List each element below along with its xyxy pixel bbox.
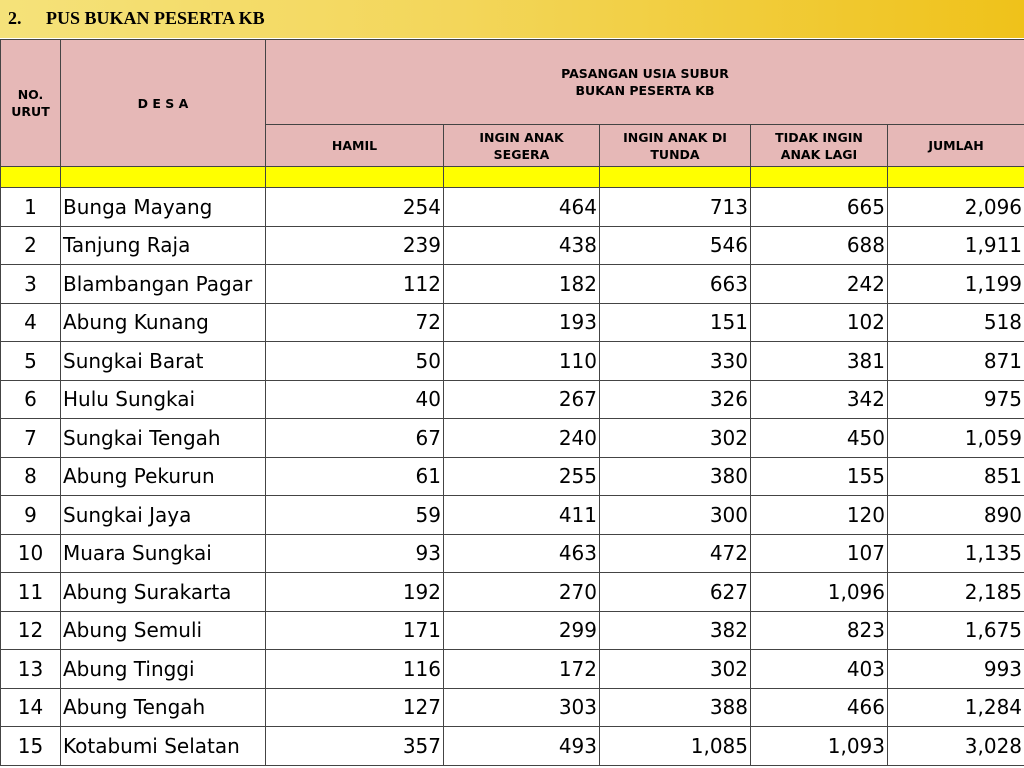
table-row	[1, 727, 1024, 766]
jumlah-value: 871	[888, 342, 1024, 381]
row-number: 6	[1, 380, 61, 419]
desa-name: Sungkai Barat	[61, 342, 266, 381]
ingin-anak-di-tunda-value: 713	[600, 188, 751, 227]
ingin-anak-segera-value: 411	[444, 496, 600, 535]
ingin-anak-di-tunda-value: 388	[600, 688, 751, 727]
table-row	[1, 419, 1024, 458]
jumlah-value: 1,284	[888, 688, 1024, 727]
page-title: PUS BUKAN PESERTA KB	[46, 8, 265, 28]
hamil-value: 116	[266, 650, 444, 689]
hamil-value: 93	[266, 534, 444, 573]
ingin-anak-segera-value: 110	[444, 342, 600, 381]
ingin-anak-segera-value: 493	[444, 727, 600, 766]
hamil-value: 50	[266, 342, 444, 381]
table-row	[1, 611, 1024, 650]
row-number: 15	[1, 727, 61, 766]
tidak-ingin-anak-lagi-value: 1,093	[751, 727, 888, 766]
tidak-ingin-anak-lagi-value: 466	[751, 688, 888, 727]
header-group: PASANGAN USIA SUBUR BUKAN PESERTA KB	[266, 40, 1024, 125]
row-number: 13	[1, 650, 61, 689]
ingin-anak-di-tunda-value: 627	[600, 573, 751, 612]
header-hamil: HAMIL	[266, 125, 444, 167]
title-bar	[0, 0, 1024, 38]
data-table	[0, 39, 1024, 766]
row-number: 3	[1, 265, 61, 304]
row-number: 9	[1, 496, 61, 535]
tidak-ingin-anak-lagi-value: 403	[751, 650, 888, 689]
ingin-anak-di-tunda-value: 302	[600, 419, 751, 458]
table-row	[1, 457, 1024, 496]
hamil-value: 171	[266, 611, 444, 650]
jumlah-value: 1,059	[888, 419, 1024, 458]
hamil-value: 254	[266, 188, 444, 227]
jumlah-value: 1,135	[888, 534, 1024, 573]
table-row	[1, 265, 1024, 304]
header-tidak-ingin-anak-lagi: TIDAK INGIN ANAK LAGI	[751, 125, 888, 167]
row-number: 5	[1, 342, 61, 381]
desa-name: Abung Semuli	[61, 611, 266, 650]
ingin-anak-di-tunda-value: 151	[600, 303, 751, 342]
desa-name: Abung Surakarta	[61, 573, 266, 612]
tidak-ingin-anak-lagi-value: 381	[751, 342, 888, 381]
ingin-anak-di-tunda-value: 380	[600, 457, 751, 496]
desa-name: Sungkai Tengah	[61, 419, 266, 458]
header-jumlah: JUMLAH	[888, 125, 1024, 167]
jumlah-value: 1,911	[888, 226, 1024, 265]
section-number: 2.	[8, 8, 22, 28]
row-number: 14	[1, 688, 61, 727]
row-number: 2	[1, 226, 61, 265]
desa-name: Sungkai Jaya	[61, 496, 266, 535]
row-number: 11	[1, 573, 61, 612]
desa-name: Hulu Sungkai	[61, 380, 266, 419]
jumlah-value: 890	[888, 496, 1024, 535]
header-no-urut: NO. URUT	[1, 40, 61, 167]
table-row	[1, 226, 1024, 265]
header-ingin-anak-di-tunda: INGIN ANAK DI TUNDA	[600, 125, 751, 167]
ingin-anak-segera-value: 438	[444, 226, 600, 265]
ingin-anak-segera-value: 267	[444, 380, 600, 419]
ingin-anak-segera-value: 464	[444, 188, 600, 227]
tidak-ingin-anak-lagi-value: 342	[751, 380, 888, 419]
desa-name: Kotabumi Selatan	[61, 727, 266, 766]
row-number: 8	[1, 457, 61, 496]
jumlah-value: 1,675	[888, 611, 1024, 650]
tidak-ingin-anak-lagi-value: 823	[751, 611, 888, 650]
tidak-ingin-anak-lagi-value: 450	[751, 419, 888, 458]
desa-name: Bunga Mayang	[61, 188, 266, 227]
jumlah-value: 1,199	[888, 265, 1024, 304]
tidak-ingin-anak-lagi-value: 107	[751, 534, 888, 573]
ingin-anak-segera-value: 172	[444, 650, 600, 689]
row-number: 4	[1, 303, 61, 342]
table-row	[1, 688, 1024, 727]
tidak-ingin-anak-lagi-value: 665	[751, 188, 888, 227]
ingin-anak-di-tunda-value: 1,085	[600, 727, 751, 766]
hamil-value: 192	[266, 573, 444, 612]
hamil-value: 40	[266, 380, 444, 419]
jumlah-value: 975	[888, 380, 1024, 419]
ingin-anak-segera-value: 270	[444, 573, 600, 612]
tidak-ingin-anak-lagi-value: 120	[751, 496, 888, 535]
ingin-anak-di-tunda-value: 300	[600, 496, 751, 535]
ingin-anak-segera-value: 255	[444, 457, 600, 496]
ingin-anak-segera-value: 182	[444, 265, 600, 304]
ingin-anak-di-tunda-value: 472	[600, 534, 751, 573]
jumlah-value: 2,185	[888, 573, 1024, 612]
desa-name: Abung Pekurun	[61, 457, 266, 496]
desa-name: Abung Tinggi	[61, 650, 266, 689]
tidak-ingin-anak-lagi-value: 102	[751, 303, 888, 342]
ingin-anak-segera-value: 193	[444, 303, 600, 342]
tidak-ingin-anak-lagi-value: 155	[751, 457, 888, 496]
separator-row	[1, 167, 1024, 188]
table-row	[1, 534, 1024, 573]
desa-name: Blambangan Pagar	[61, 265, 266, 304]
ingin-anak-di-tunda-value: 546	[600, 226, 751, 265]
header-ingin-anak-segera: INGIN ANAK SEGERA	[444, 125, 600, 167]
row-number: 12	[1, 611, 61, 650]
ingin-anak-segera-value: 303	[444, 688, 600, 727]
ingin-anak-segera-value: 299	[444, 611, 600, 650]
desa-name: Tanjung Raja	[61, 226, 266, 265]
tidak-ingin-anak-lagi-value: 242	[751, 265, 888, 304]
hamil-value: 67	[266, 419, 444, 458]
jumlah-value: 2,096	[888, 188, 1024, 227]
hamil-value: 72	[266, 303, 444, 342]
tidak-ingin-anak-lagi-value: 688	[751, 226, 888, 265]
jumlah-value: 993	[888, 650, 1024, 689]
table-row	[1, 380, 1024, 419]
table-row	[1, 188, 1024, 227]
ingin-anak-di-tunda-value: 382	[600, 611, 751, 650]
hamil-value: 61	[266, 457, 444, 496]
table-row	[1, 650, 1024, 689]
table-row	[1, 342, 1024, 381]
hamil-value: 239	[266, 226, 444, 265]
jumlah-value: 851	[888, 457, 1024, 496]
row-number: 1	[1, 188, 61, 227]
row-number: 7	[1, 419, 61, 458]
desa-name: Muara Sungkai	[61, 534, 266, 573]
ingin-anak-di-tunda-value: 302	[600, 650, 751, 689]
hamil-value: 112	[266, 265, 444, 304]
ingin-anak-segera-value: 240	[444, 419, 600, 458]
ingin-anak-di-tunda-value: 326	[600, 380, 751, 419]
hamil-value: 127	[266, 688, 444, 727]
ingin-anak-segera-value: 463	[444, 534, 600, 573]
header-desa: D E S A	[61, 40, 266, 167]
desa-name: Abung Kunang	[61, 303, 266, 342]
ingin-anak-di-tunda-value: 330	[600, 342, 751, 381]
ingin-anak-di-tunda-value: 663	[600, 265, 751, 304]
desa-name: Abung Tengah	[61, 688, 266, 727]
table-row	[1, 573, 1024, 612]
tidak-ingin-anak-lagi-value: 1,096	[751, 573, 888, 612]
jumlah-value: 518	[888, 303, 1024, 342]
hamil-value: 357	[266, 727, 444, 766]
jumlah-value: 3,028	[888, 727, 1024, 766]
row-number: 10	[1, 534, 61, 573]
table-row	[1, 303, 1024, 342]
table-row	[1, 496, 1024, 535]
hamil-value: 59	[266, 496, 444, 535]
